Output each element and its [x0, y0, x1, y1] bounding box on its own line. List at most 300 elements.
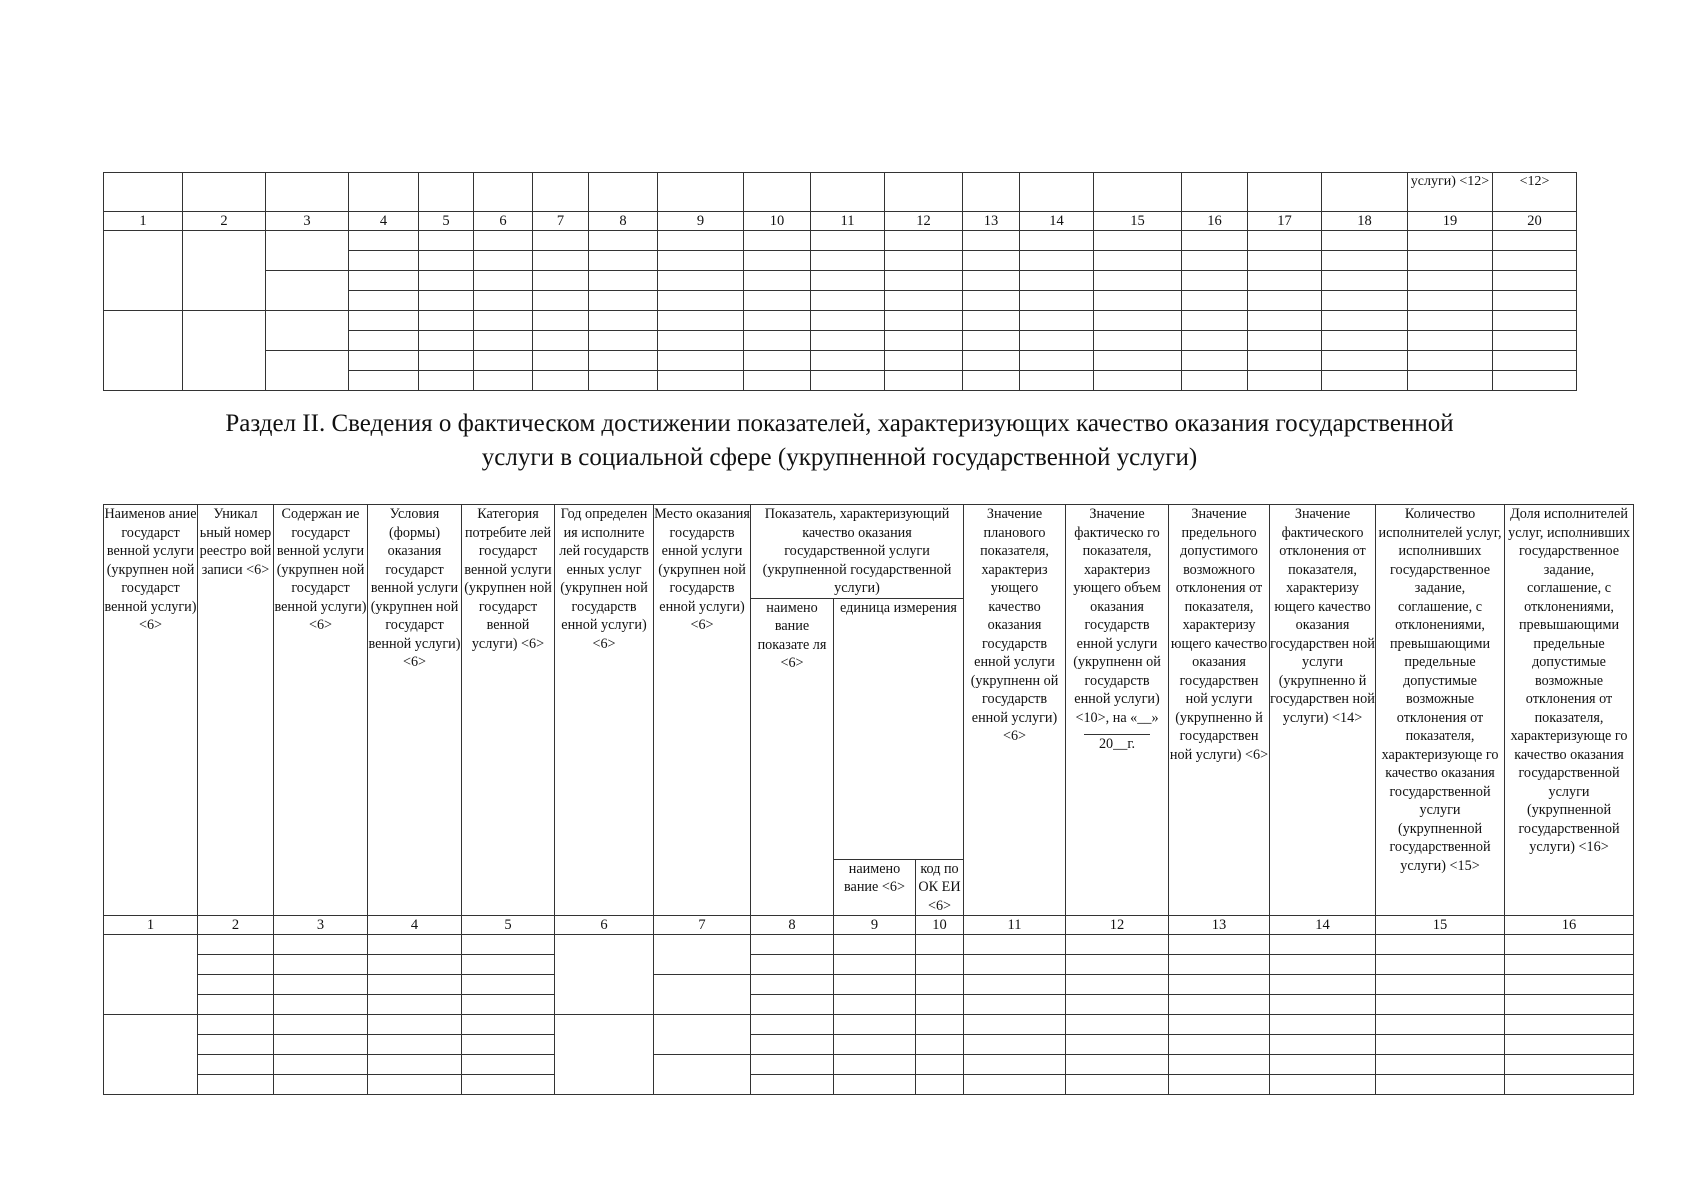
table-cell[interactable]	[533, 231, 589, 251]
table-cell[interactable]	[349, 371, 419, 391]
table-cell[interactable]	[1094, 331, 1182, 351]
table-cell[interactable]	[198, 975, 274, 995]
table-cell[interactable]	[1505, 995, 1634, 1015]
table-cell[interactable]	[274, 995, 368, 1015]
table-cell[interactable]	[266, 271, 349, 311]
col-number: 5	[462, 916, 555, 935]
table-cell[interactable]	[744, 271, 811, 291]
table-cell[interactable]	[1322, 351, 1408, 371]
table-cell[interactable]	[1322, 371, 1408, 391]
table-cell[interactable]	[1248, 291, 1322, 311]
table-cell[interactable]	[198, 935, 274, 955]
table-cell[interactable]	[1493, 311, 1577, 331]
table-cell[interactable]	[274, 1055, 368, 1075]
table-cell[interactable]	[104, 311, 183, 391]
header-place: Место оказания государств енной услуги (укрупнен ной государств енной услуги) <6>	[654, 505, 751, 916]
table-cell[interactable]	[368, 1055, 462, 1075]
table-cell[interactable]	[1182, 351, 1248, 371]
header-contractors-share: Доля исполнителей услуг, исполнивших государственное задание, соглашение, с отклонениями, превышающими предельные допустимые возможные отклонения от показателя, характеризующе го качество оказания государственной услуги (укрупненной государственной услуги) <16>	[1505, 505, 1634, 916]
table-cell[interactable]	[1169, 1035, 1270, 1055]
table-cell[interactable]	[1169, 995, 1270, 1015]
table-cell[interactable]	[1322, 291, 1408, 311]
col-number: 19	[1408, 212, 1493, 231]
table-cell[interactable]	[1505, 935, 1634, 955]
header-actual-value	[1066, 505, 1169, 916]
table-cell[interactable]	[1169, 1075, 1270, 1095]
table-cell[interactable]	[555, 935, 654, 1015]
header-year: Год определен ия исполните лей государств енных услуг (укрупнен ной государств енной услуги) <6>	[555, 505, 654, 916]
table-cell[interactable]	[1376, 995, 1505, 1015]
table-cell[interactable]	[1066, 1055, 1169, 1075]
table-cell[interactable]	[1322, 331, 1408, 351]
table-cell[interactable]	[963, 331, 1020, 351]
table-cell[interactable]	[963, 371, 1020, 391]
table-cell[interactable]	[1408, 231, 1493, 251]
col-number: 10	[744, 212, 811, 231]
table-cell[interactable]	[462, 1075, 555, 1095]
table-cell[interactable]	[1182, 291, 1248, 311]
table-cell[interactable]	[963, 271, 1020, 291]
table-cell[interactable]	[963, 231, 1020, 251]
table-cell[interactable]	[1408, 331, 1493, 351]
table-cell[interactable]	[916, 995, 964, 1015]
table-cell[interactable]	[1248, 231, 1322, 251]
col-number: 8	[589, 212, 658, 231]
table-cell[interactable]	[916, 1055, 964, 1075]
table-cell[interactable]	[885, 311, 963, 331]
table-cell[interactable]	[744, 331, 811, 351]
top-header-col20: <12>	[1493, 173, 1577, 212]
table-cell[interactable]	[658, 291, 744, 311]
table-cell[interactable]	[811, 351, 885, 371]
table-cell[interactable]	[964, 935, 1066, 955]
table-cell[interactable]	[916, 1075, 964, 1095]
table-cell[interactable]	[1408, 251, 1493, 271]
table-cell[interactable]	[1020, 351, 1094, 371]
table-cell[interactable]	[963, 351, 1020, 371]
table-row	[104, 1055, 1634, 1075]
table-cell[interactable]	[533, 251, 589, 271]
table-cell[interactable]	[744, 311, 811, 331]
table-cell[interactable]	[462, 1055, 555, 1075]
table-cell[interactable]	[964, 1055, 1066, 1075]
table-cell[interactable]	[266, 231, 349, 271]
table-cell[interactable]	[1493, 371, 1577, 391]
table-cell[interactable]	[1066, 935, 1169, 955]
table-cell[interactable]	[1408, 311, 1493, 331]
table-cell[interactable]	[963, 311, 1020, 331]
table-cell[interactable]	[1270, 955, 1376, 975]
number-row	[104, 916, 1634, 935]
table-cell[interactable]	[589, 351, 658, 371]
table-cell[interactable]	[419, 291, 474, 311]
table-cell[interactable]	[1020, 251, 1094, 271]
header-service-conditions: Условия (формы) оказания государст венной услуги (укрупнен ной государст венной услуги) <6>	[368, 505, 462, 916]
col-number: 14	[1270, 916, 1376, 935]
col-number: 3	[266, 212, 349, 231]
section-title	[103, 407, 1576, 475]
table-cell[interactable]	[474, 231, 533, 251]
table-cell[interactable]	[1169, 935, 1270, 955]
table-cell[interactable]	[1270, 1015, 1376, 1035]
table-cell[interactable]	[1493, 291, 1577, 311]
table-cell[interactable]	[274, 1075, 368, 1095]
table-cell[interactable]	[964, 1015, 1066, 1035]
table-cell[interactable]	[834, 1035, 916, 1055]
table-cell[interactable]	[963, 291, 1020, 311]
table-cell[interactable]	[744, 351, 811, 371]
table-cell[interactable]	[1505, 1055, 1634, 1075]
table-cell[interactable]	[1066, 1015, 1169, 1035]
col-number: 12	[885, 212, 963, 231]
table-cell[interactable]	[1376, 955, 1505, 975]
table-cell[interactable]	[1376, 1055, 1505, 1075]
col-number: 7	[533, 212, 589, 231]
table-cell[interactable]	[658, 271, 744, 291]
table-cell[interactable]	[916, 955, 964, 975]
col-number: 14	[1020, 212, 1094, 231]
table-cell[interactable]	[1094, 311, 1182, 331]
table-cell[interactable]	[474, 291, 533, 311]
col-number: 2	[183, 212, 266, 231]
table-cell[interactable]	[368, 995, 462, 1015]
table-cell[interactable]	[751, 1035, 834, 1055]
table-cell[interactable]	[964, 995, 1066, 1015]
table-cell[interactable]	[658, 251, 744, 271]
table-cell[interactable]	[368, 975, 462, 995]
table-cell[interactable]	[349, 231, 419, 251]
table-cell[interactable]	[533, 311, 589, 331]
table-cell[interactable]	[654, 975, 751, 1015]
table-cell[interactable]	[964, 955, 1066, 975]
table-cell[interactable]	[1322, 311, 1408, 331]
table-cell[interactable]	[916, 1035, 964, 1055]
table-cell[interactable]	[1182, 251, 1248, 271]
table-cell[interactable]	[885, 251, 963, 271]
table-cell[interactable]	[1376, 1075, 1505, 1095]
table-cell[interactable]	[474, 271, 533, 291]
table-cell[interactable]	[658, 331, 744, 351]
table-cell[interactable]	[474, 371, 533, 391]
header-indicator: Показатель, характеризующий качество оказания государственной услуги (укрупненной государственной услуги)	[751, 505, 964, 599]
table-cell[interactable]	[834, 935, 916, 955]
table-cell[interactable]	[419, 251, 474, 271]
table-cell[interactable]	[1094, 251, 1182, 271]
table-cell[interactable]	[104, 231, 183, 311]
table-cell[interactable]	[1020, 271, 1094, 291]
table-cell[interactable]	[654, 1055, 751, 1095]
table-cell[interactable]	[1094, 351, 1182, 371]
table-cell[interactable]	[1408, 291, 1493, 311]
table-cell[interactable]	[349, 351, 419, 371]
table-cell[interactable]	[916, 935, 964, 955]
table-cell[interactable]	[1322, 231, 1408, 251]
table-cell[interactable]	[811, 291, 885, 311]
table-cell[interactable]	[744, 371, 811, 391]
col-number: 2	[198, 916, 274, 935]
table-cell[interactable]	[1376, 1015, 1505, 1035]
table-cell[interactable]	[1376, 975, 1505, 995]
table-cell[interactable]	[658, 371, 744, 391]
table-cell[interactable]	[744, 251, 811, 271]
table-cell[interactable]	[1066, 1035, 1169, 1055]
table-cell[interactable]	[266, 351, 349, 391]
table-cell[interactable]	[1182, 331, 1248, 351]
table-cell[interactable]	[751, 975, 834, 995]
table-cell[interactable]	[811, 251, 885, 271]
table-cell[interactable]	[266, 311, 349, 351]
table-cell[interactable]	[744, 231, 811, 251]
table-cell[interactable]	[885, 291, 963, 311]
table-cell[interactable]	[1322, 271, 1408, 291]
table-cell[interactable]	[1169, 975, 1270, 995]
table-cell[interactable]	[533, 331, 589, 351]
table-cell[interactable]	[1066, 995, 1169, 1015]
table-cell[interactable]	[1322, 251, 1408, 271]
table-cell[interactable]	[198, 1075, 274, 1095]
table-cell[interactable]	[885, 271, 963, 291]
table-cell[interactable]	[1094, 371, 1182, 391]
col-number: 15	[1376, 916, 1505, 935]
table-cell[interactable]	[1376, 935, 1505, 955]
table-cell[interactable]	[1270, 1035, 1376, 1055]
table-cell[interactable]	[658, 311, 744, 331]
table-cell[interactable]	[964, 975, 1066, 995]
table-cell[interactable]	[274, 935, 368, 955]
table-cell[interactable]	[964, 1075, 1066, 1095]
table-cell[interactable]	[1505, 1035, 1634, 1055]
table-cell[interactable]	[462, 955, 555, 975]
table-cell[interactable]	[589, 231, 658, 251]
table-cell[interactable]	[1248, 371, 1322, 391]
table-cell[interactable]	[368, 1015, 462, 1035]
table-cell[interactable]	[589, 371, 658, 391]
table-cell[interactable]	[811, 371, 885, 391]
table-cell[interactable]	[1270, 975, 1376, 995]
table-cell[interactable]	[744, 291, 811, 311]
table-cell[interactable]	[1270, 1055, 1376, 1075]
col-number: 9	[658, 212, 744, 231]
table-cell[interactable]	[462, 975, 555, 995]
table-cell[interactable]	[183, 231, 266, 311]
table-cell[interactable]	[1505, 975, 1634, 995]
table-cell[interactable]	[533, 351, 589, 371]
table-cell[interactable]	[1169, 955, 1270, 975]
table-cell[interactable]	[1505, 1075, 1634, 1095]
table-cell[interactable]	[1066, 955, 1169, 975]
table-cell[interactable]	[964, 1035, 1066, 1055]
table-cell[interactable]	[916, 975, 964, 995]
table-cell[interactable]	[555, 1015, 654, 1095]
table-cell[interactable]	[834, 1075, 916, 1095]
table-cell[interactable]	[589, 291, 658, 311]
header-okei-code: код по ОК ЕИ <6>	[916, 859, 964, 916]
header-row	[104, 505, 1634, 599]
header-consumer-category: Категория потребите лей государст венной услуги (укрупнен ной государст венной услуги) <6>	[462, 505, 555, 916]
table-cell[interactable]	[885, 331, 963, 351]
table-cell[interactable]	[419, 311, 474, 331]
table-cell[interactable]	[1248, 271, 1322, 291]
table-cell[interactable]	[811, 311, 885, 331]
col-number: 11	[964, 916, 1066, 935]
table-cell[interactable]	[198, 955, 274, 975]
table-cell[interactable]	[589, 331, 658, 351]
table-cell[interactable]	[349, 311, 419, 331]
table-cell[interactable]	[198, 1015, 274, 1035]
table-cell[interactable]	[368, 1035, 462, 1055]
table-cell[interactable]	[274, 1035, 368, 1055]
table-cell[interactable]	[1248, 311, 1322, 331]
table-cell[interactable]	[274, 955, 368, 975]
table-cell[interactable]	[1094, 271, 1182, 291]
table-cell[interactable]	[751, 1015, 834, 1035]
table-cell[interactable]	[533, 371, 589, 391]
table-cell[interactable]	[533, 271, 589, 291]
table-cell[interactable]	[1408, 371, 1493, 391]
table-cell[interactable]	[462, 935, 555, 955]
table-cell[interactable]	[834, 995, 916, 1015]
table-cell[interactable]	[654, 935, 751, 975]
table-cell[interactable]	[1270, 935, 1376, 955]
table-cell[interactable]	[419, 351, 474, 371]
table-cell[interactable]	[368, 1075, 462, 1095]
col-number: 6	[555, 916, 654, 935]
table-cell[interactable]	[834, 975, 916, 995]
table-cell[interactable]	[589, 311, 658, 331]
col-number: 3	[274, 916, 368, 935]
table-cell[interactable]	[1493, 271, 1577, 291]
table-cell[interactable]	[654, 1015, 751, 1055]
col-number: 1	[104, 212, 183, 231]
table-cell[interactable]	[349, 291, 419, 311]
table-cell[interactable]	[1270, 995, 1376, 1015]
table-cell[interactable]	[349, 271, 419, 291]
table-cell[interactable]	[1493, 231, 1577, 251]
table-cell[interactable]	[1248, 351, 1322, 371]
col-number: 18	[1322, 212, 1408, 231]
table-cell[interactable]	[198, 995, 274, 1015]
table-cell[interactable]	[751, 955, 834, 975]
table-cell[interactable]	[834, 955, 916, 975]
table-cell[interactable]	[885, 351, 963, 371]
table-cell[interactable]	[1493, 331, 1577, 351]
table-cell[interactable]	[916, 1015, 964, 1035]
table-cell[interactable]	[834, 1055, 916, 1075]
table-cell[interactable]	[474, 251, 533, 271]
table-cell[interactable]	[1408, 351, 1493, 371]
table-cell[interactable]	[462, 1015, 555, 1035]
table-cell[interactable]	[1182, 231, 1248, 251]
table-cell[interactable]	[462, 995, 555, 1015]
table-cell[interactable]	[658, 231, 744, 251]
table-cell[interactable]	[1182, 271, 1248, 291]
col-number: 16	[1505, 916, 1634, 935]
table-cell[interactable]	[462, 1035, 555, 1055]
table-cell[interactable]	[1169, 1055, 1270, 1075]
table-cell[interactable]	[834, 1015, 916, 1035]
table-cell[interactable]	[1182, 311, 1248, 331]
table-cell[interactable]	[1408, 271, 1493, 291]
table-cell[interactable]	[1505, 1015, 1634, 1035]
table-cell[interactable]	[104, 935, 198, 1015]
header-indicator-name: наимено вание показате ля <6>	[751, 598, 834, 916]
table-cell[interactable]	[198, 1055, 274, 1075]
table-cell[interactable]	[811, 331, 885, 351]
table-cell[interactable]	[1020, 231, 1094, 251]
table-cell[interactable]	[885, 231, 963, 251]
col-number: 17	[1248, 212, 1322, 231]
table-cell[interactable]	[419, 271, 474, 291]
table-cell[interactable]	[1020, 291, 1094, 311]
table-cell[interactable]	[368, 935, 462, 955]
top-table-row	[104, 351, 1577, 371]
table-cell[interactable]	[198, 1035, 274, 1055]
table-cell[interactable]	[1182, 371, 1248, 391]
table-cell[interactable]	[1248, 251, 1322, 271]
table-cell[interactable]	[963, 251, 1020, 271]
header-actual-value-date: 20__г.	[1098, 736, 1136, 752]
table-cell[interactable]	[751, 935, 834, 955]
header-registry-number: Уникал ьный номер реестро вой записи <6>	[198, 505, 274, 916]
table-cell[interactable]	[419, 231, 474, 251]
col-number: 20	[1493, 212, 1577, 231]
table-cell[interactable]	[1493, 351, 1577, 371]
table-cell[interactable]	[183, 311, 266, 391]
table-cell[interactable]	[349, 331, 419, 351]
table-cell[interactable]	[751, 995, 834, 1015]
table-cell[interactable]	[474, 351, 533, 371]
table-cell[interactable]	[589, 251, 658, 271]
table-cell[interactable]	[274, 975, 368, 995]
col-number: 5	[419, 212, 474, 231]
table-cell[interactable]	[533, 291, 589, 311]
table-cell[interactable]	[1094, 231, 1182, 251]
table-cell[interactable]	[1094, 291, 1182, 311]
table-cell[interactable]	[1248, 331, 1322, 351]
section-title-line2: услуги в социальной сфере (укрупненной государственной услуги)	[481, 444, 1198, 471]
table-cell[interactable]	[368, 955, 462, 975]
table-cell[interactable]	[811, 231, 885, 251]
top-header-col19: услуги) <12>	[1408, 173, 1493, 212]
table-cell[interactable]	[1066, 1075, 1169, 1095]
top-table-row	[104, 231, 1577, 251]
table-cell[interactable]	[1020, 331, 1094, 351]
table-cell[interactable]	[274, 1015, 368, 1035]
table-cell[interactable]	[1376, 1035, 1505, 1055]
table-cell[interactable]	[885, 371, 963, 391]
table-cell[interactable]	[419, 331, 474, 351]
table-cell[interactable]	[589, 271, 658, 291]
header-unit-name: наимено вание <6>	[834, 859, 916, 916]
table-cell[interactable]	[658, 351, 744, 371]
table-row	[104, 935, 1634, 955]
table-cell[interactable]	[1020, 371, 1094, 391]
table-cell[interactable]	[1493, 251, 1577, 271]
table-cell[interactable]	[1169, 1015, 1270, 1035]
table-cell[interactable]	[474, 331, 533, 351]
table-cell[interactable]	[751, 1055, 834, 1075]
table-cell[interactable]	[419, 371, 474, 391]
table-cell[interactable]	[811, 271, 885, 291]
table-cell[interactable]	[1505, 955, 1634, 975]
table-cell[interactable]	[474, 311, 533, 331]
table-cell[interactable]	[1020, 311, 1094, 331]
table-cell[interactable]	[751, 1075, 834, 1095]
table-cell[interactable]	[104, 1015, 198, 1095]
table-cell[interactable]	[1270, 1075, 1376, 1095]
table-cell[interactable]	[1066, 975, 1169, 995]
table-cell[interactable]	[349, 251, 419, 271]
